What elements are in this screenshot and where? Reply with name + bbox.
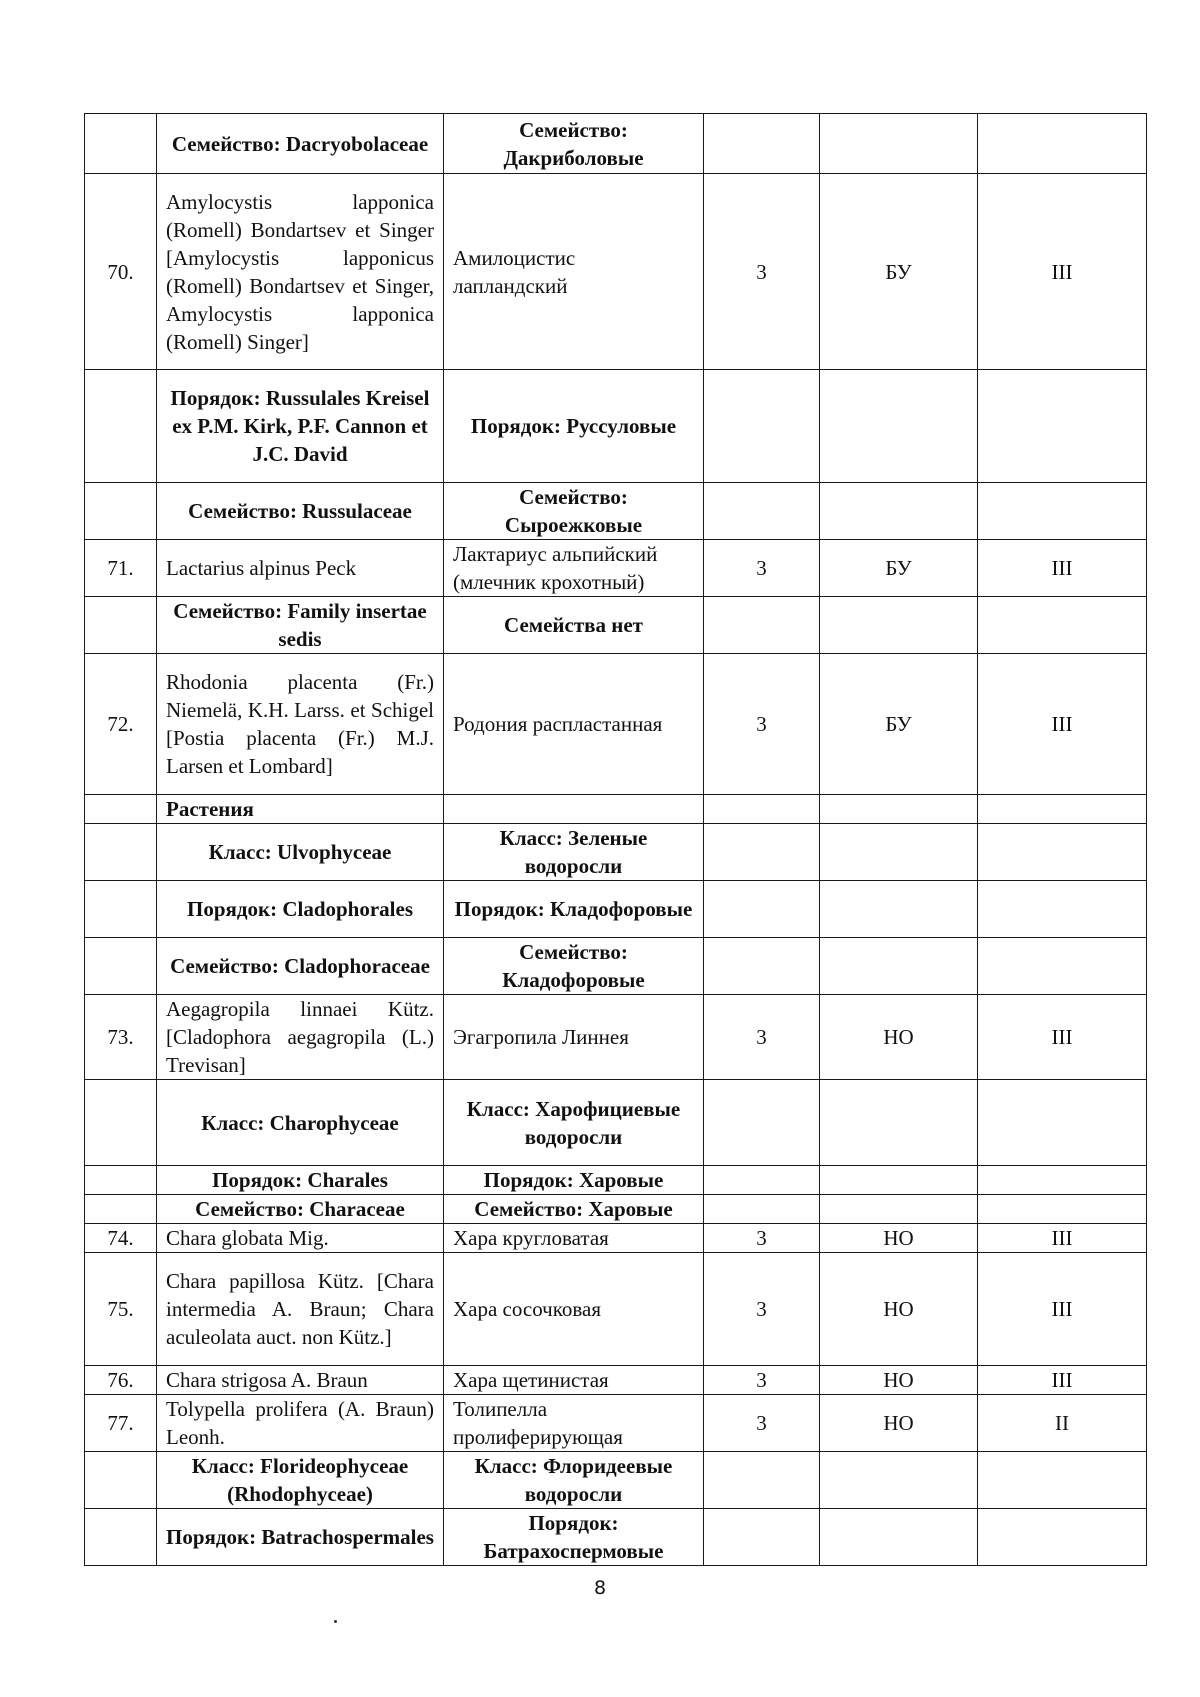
row-number-cell: 75. [85,1253,157,1366]
status-cell [820,824,978,881]
row-number-cell [85,938,157,995]
russian-name-cell: Эгагропила Линнея [444,995,704,1080]
category-cell: 3 [704,995,820,1080]
row-number-cell [85,370,157,483]
russian-name-cell: Лактариус альпийский (млечник крохотный) [444,540,704,597]
latin-name-cell: Растения [157,795,444,824]
latin-name-cell: Chara strigosa A. Braun [157,1366,444,1395]
latin-name-cell: Rhodonia placenta (Fr.) Niemelä, K.H. Larss. et Schigel [Postia placenta (Fr.) M.J. Larsen et Lombard] [157,654,444,795]
category-cell: 3 [704,540,820,597]
russian-name-cell: Семейство: Кладофоровые [444,938,704,995]
taxon-header-row [85,1509,1147,1566]
row-number-cell: 71. [85,540,157,597]
taxon-header-row [85,881,1147,938]
russian-name-cell: Семейство: Харовые [444,1195,704,1224]
priority-cell [978,1452,1147,1509]
category-cell [704,824,820,881]
russian-name-cell [444,795,704,824]
taxon-header-row [85,1195,1147,1224]
status-cell: БУ [820,174,978,370]
priority-cell: III [978,654,1147,795]
latin-name-cell: Класс: Charophyceae [157,1080,444,1166]
category-cell: 3 [704,1366,820,1395]
taxon-header-row [85,1080,1147,1166]
row-number-cell [85,597,157,654]
taxon-header-row [85,370,1147,483]
status-cell [820,1452,978,1509]
category-cell [704,1166,820,1195]
category-cell [704,795,820,824]
latin-name-cell: Класс: Florideophyceae (Rhodophyceae) [157,1452,444,1509]
species-row [85,1395,1147,1452]
latin-name-cell: Семейство: Russulaceae [157,483,444,540]
row-number-cell: 74. [85,1224,157,1253]
row-number-cell [85,483,157,540]
category-cell [704,114,820,174]
russian-name-cell: Порядок: Руссуловые [444,370,704,483]
row-number-cell: 76. [85,1366,157,1395]
row-number-cell: 77. [85,1395,157,1452]
russian-name-cell: Порядок: Кладофоровые [444,881,704,938]
latin-name-cell: Aegagropila linnaei Kütz. [Cladophora aegagropila (L.) Trevisan] [157,995,444,1080]
taxon-header-row [85,824,1147,881]
russian-name-cell: Порядок: Батрахоспермовые [444,1509,704,1566]
priority-cell [978,114,1147,174]
latin-name-cell: Класс: Ulvophyceae [157,824,444,881]
category-cell [704,938,820,995]
russian-name-cell: Семейство: Сыроежковые [444,483,704,540]
status-cell: НО [820,1366,978,1395]
status-cell: НО [820,1224,978,1253]
category-cell [704,597,820,654]
priority-cell: III [978,1224,1147,1253]
latin-name-cell: Порядок: Cladophorales [157,881,444,938]
priority-cell [978,824,1147,881]
priority-cell [978,597,1147,654]
row-number-cell [85,114,157,174]
status-cell: БУ [820,654,978,795]
priority-cell [978,1195,1147,1224]
species-row [85,654,1147,795]
species-row [85,174,1147,370]
priority-cell [978,1509,1147,1566]
species-row [85,1366,1147,1395]
taxon-header-row [85,938,1147,995]
taxon-header-row [85,1452,1147,1509]
status-cell: БУ [820,540,978,597]
priority-cell [978,483,1147,540]
priority-cell [978,795,1147,824]
row-number-cell [85,1452,157,1509]
priority-cell: III [978,995,1147,1080]
species-row [85,995,1147,1080]
status-cell [820,795,978,824]
status-cell [820,597,978,654]
row-number-cell [85,1509,157,1566]
category-cell [704,370,820,483]
row-number-cell: 70. [85,174,157,370]
category-cell: 3 [704,1224,820,1253]
status-cell [820,881,978,938]
priority-cell [978,370,1147,483]
page-number: 8 [593,1577,607,1599]
priority-cell: III [978,1366,1147,1395]
latin-name-cell: Tolypella prolifera (A. Braun) Leonh. [157,1395,444,1452]
row-number-cell [85,824,157,881]
latin-name-cell: Семейство: Family insertae sedis [157,597,444,654]
russian-name-cell: Класс: Зеленые водоросли [444,824,704,881]
priority-cell: III [978,174,1147,370]
russian-name-cell: Класс: Харофициевые водоросли [444,1080,704,1166]
status-cell [820,1080,978,1166]
priority-cell [978,881,1147,938]
category-cell [704,1509,820,1566]
latin-name-cell: Amylocystis lapponica (Romell) Bondartsev et Singer [Amylocystis lapponicus (Romell) Bondartsev et Singer, Amylocystis lapponica (Romell) Singer] [157,174,444,370]
row-number-cell: 73. [85,995,157,1080]
species-row [85,540,1147,597]
row-number-cell: 72. [85,654,157,795]
russian-name-cell: Семейства нет [444,597,704,654]
priority-cell [978,1080,1147,1166]
species-table [84,113,1147,1566]
row-number-cell [85,1166,157,1195]
priority-cell: II [978,1395,1147,1452]
species-row [85,1224,1147,1253]
status-cell [820,370,978,483]
russian-name-cell: Класс: Флоридеевые водоросли [444,1452,704,1509]
status-cell [820,1195,978,1224]
latin-name-cell: Порядок: Russulales Kreisel ex P.M. Kirk, P.F. Cannon et J.C. David [157,370,444,483]
status-cell: НО [820,1253,978,1366]
row-number-cell [85,881,157,938]
russian-name-cell: Родония распластанная [444,654,704,795]
status-cell: НО [820,995,978,1080]
taxon-header-row [85,114,1147,174]
latin-name-cell: Порядок: Charales [157,1166,444,1195]
latin-name-cell: Порядок: Batrachospermales [157,1509,444,1566]
latin-name-cell: Семейство: Cladophoraceae [157,938,444,995]
status-cell [820,938,978,995]
priority-cell [978,938,1147,995]
priority-cell: III [978,540,1147,597]
status-cell: НО [820,1395,978,1452]
status-cell [820,1166,978,1195]
category-cell [704,1452,820,1509]
latin-name-cell: Семейство: Dacryobolaceae [157,114,444,174]
category-cell: 3 [704,1395,820,1452]
species-row [85,1253,1147,1366]
category-cell: 3 [704,1253,820,1366]
scan-speck [334,1620,337,1623]
russian-name-cell: Хара щетинистая [444,1366,704,1395]
taxon-header-row [85,1166,1147,1195]
row-number-cell [85,1195,157,1224]
latin-name-cell: Семейство: Characeae [157,1195,444,1224]
russian-name-cell: Хара сосочковая [444,1253,704,1366]
category-cell: 3 [704,174,820,370]
latin-name-cell: Lactarius alpinus Peck [157,540,444,597]
row-number-cell [85,1080,157,1166]
russian-name-cell: Толипелла пролиферирующая [444,1395,704,1452]
status-cell [820,1509,978,1566]
category-cell [704,881,820,938]
russian-name-cell: Семейство: Дакриболовые [444,114,704,174]
latin-name-cell: Chara globata Mig. [157,1224,444,1253]
priority-cell [978,1166,1147,1195]
priority-cell: III [978,1253,1147,1366]
category-cell [704,1195,820,1224]
category-cell [704,483,820,540]
row-number-cell [85,795,157,824]
category-cell [704,1080,820,1166]
taxon-header-row [85,483,1147,540]
category-cell: 3 [704,654,820,795]
russian-name-cell: Хара кругловатая [444,1224,704,1253]
taxon-header-row [85,597,1147,654]
latin-name-cell: Chara papillosa Kütz. [Chara intermedia A. Braun; Chara aculeolata auct. non Kütz.] [157,1253,444,1366]
status-cell [820,483,978,540]
russian-name-cell: Порядок: Харовые [444,1166,704,1195]
status-cell [820,114,978,174]
russian-name-cell: Амилоцистис лапландский [444,174,704,370]
taxon-header-row [85,795,1147,824]
